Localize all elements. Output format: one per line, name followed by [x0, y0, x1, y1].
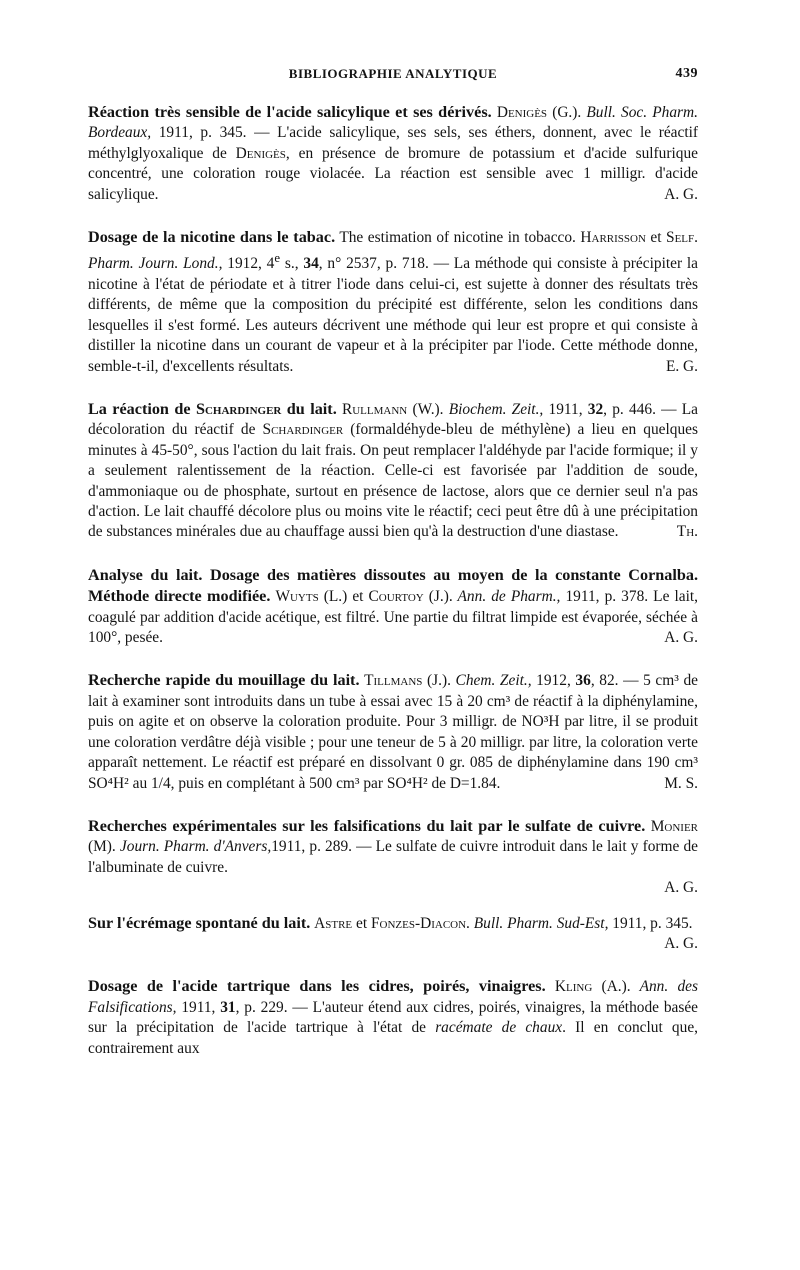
article-conjunction: et — [352, 914, 371, 932]
article-author-initials: (L.) et — [318, 588, 369, 606]
article-author: Harrisson — [580, 229, 646, 247]
article-journal: Ann. des Falsifications, — [88, 978, 698, 1016]
article-salicylique — [88, 102, 698, 205]
article-signature: A. G. — [664, 879, 698, 897]
article-author: Monier — [650, 817, 699, 835]
article-nicotine — [88, 227, 698, 377]
article-author-initials: (J.). — [422, 672, 451, 690]
article-author: Tillmans — [364, 672, 423, 690]
article-author: Rullmann — [341, 401, 408, 418]
article-body: 1911, p. 289. — Le sulfate de cuivre introduit dans le lait y forme de l'albuminate de cuivre. — [88, 838, 698, 876]
article-title: Dosage de l'acide tartrique dans les cidres, poirés, vinaigres. — [88, 977, 546, 996]
article-title: Recherches expérimentales sur les falsifications du lait par le sulfate de cuivre. — [88, 816, 646, 835]
article-acide-tartrique — [88, 976, 698, 1059]
journal-page — [88, 66, 698, 1059]
article-body: 1911, p. 378. Le lait, coagulé par addition d'acide acétique, est filtré. Une partie du filtrat limpide est évaporée, séchée à 100°, pesée. — [88, 588, 698, 647]
article-author-initials: (A.). — [592, 978, 631, 996]
article-title: Réaction très sensible de l'acide salicylique et ses dérivés. — [88, 103, 492, 121]
article-signature: A. G. — [664, 185, 698, 203]
article-signature: A. G. — [664, 629, 698, 647]
article-sulfate-cuivre — [88, 816, 698, 899]
running-header — [88, 66, 698, 90]
article-volume: 31 — [220, 998, 236, 1016]
article-reference: 1912, — [531, 672, 576, 690]
article-title: Sur l'écrémage spontané du lait. — [88, 913, 311, 932]
article-title-name: Schardinger — [195, 400, 282, 418]
article-title: La réaction de — [88, 400, 196, 418]
article-author-second-initials: (J.). — [423, 588, 453, 606]
article-author-second: Self. — [666, 229, 698, 247]
article-conjunction: et — [645, 229, 667, 247]
article-volume: 36 — [575, 672, 591, 690]
article-journal: Pharm. Journ. Lond., — [88, 255, 223, 273]
article-ecremage — [88, 913, 698, 955]
article-author: Wuyts — [275, 588, 319, 606]
article-title: Recherche rapide du mouillage du lait. — [88, 671, 360, 690]
article-author-cited: Schardinger — [262, 421, 344, 439]
article-reference: 1912, 4 — [222, 255, 275, 273]
article-author-initials: (M). — [88, 838, 116, 856]
article-signature: A. G. — [664, 934, 698, 952]
article-journal: Bull. Pharm. Sud-Est, — [469, 914, 609, 932]
article-title: Dosage de la nicotine dans le tabac. — [88, 228, 336, 247]
article-body: , p. 229. — L'auteur étend aux cidres, poirés, vinaigres, la méthode basée sur la précipitation de l'acide tartrique à l'état de — [88, 998, 698, 1037]
article-mouillage — [88, 670, 698, 793]
article-title-end: du lait. — [281, 400, 337, 418]
article-author: Kling — [554, 978, 593, 996]
article-journal: Bull. Soc. Pharm. Bordeaux, — [88, 104, 698, 142]
article-author-second: Fonzes-Diacon. — [370, 914, 470, 932]
article-author-cited: Denigès — [235, 144, 286, 162]
article-journal: Journ. Pharm. d'Anvers, — [115, 838, 272, 856]
article-body: , n° 2537, p. 718. — La méthode qui consiste à précipiter la nicotine à l'état de périodate et à titrer l'iode dans celui-ci, est sujette à donner des résultats très différents, de même que la composition du précipité est différente, selon les conditions dans lesquelles il s'est formé. Les auteurs décrivent une méthode qui leur est propre et qui consiste à distiller la nicotine dans un courant de vapeur et à la précipiter par l'iode. Cette méthode donne, semble-t-il, d'excellents résultats. — [88, 255, 698, 375]
article-analyse-lait — [88, 565, 698, 649]
article-body: (formaldéhyde-bleu de méthylène) a lieu en quelques minutes à 45-50°, sous l'action du lait frais. On peut remplacer l'aldéhyde par l'acide formique; il y a seulement ralentissement de la réaction. Celle-ci est favorisée par l'addition de soude, d'ammoniaque ou de phosphate, surtout en présence de lactose, alors que ce dernier seul n'a pas d'action. Le lait chauffé décolore plus ou moins vite le réactif; ceci peut être dû à une précipitation de substances minérales due au chauffage aussi bien qu'à la destruction d'une diastase. — [88, 421, 698, 541]
article-reference: 1911, — [176, 998, 221, 1016]
article-author: Denigès — [496, 104, 548, 121]
article-reference: 1911, — [543, 401, 588, 418]
page-number: 439 — [675, 66, 698, 81]
article-title: Analyse du lait. Dosage des matières dissoutes au moyen de la constante Cornalba. Méthode directe modifiée. — [88, 565, 698, 606]
article-volume: 32 — [587, 401, 604, 418]
article-author-initials: (W.). — [407, 401, 444, 418]
article-author-initials: (G.). — [547, 104, 582, 121]
article-journal: Ann. de Pharm., — [452, 588, 561, 606]
article-emphasis: racémate de chaux — [435, 1019, 563, 1037]
article-journal: Biochem. Zeit., — [443, 401, 544, 418]
article-series-sup: e — [274, 251, 281, 266]
article-reference-page: , p. 446. — La décoloration du réactif de — [88, 401, 698, 439]
article-journal: Chem. Zeit., — [450, 672, 532, 690]
article-volume: 34 — [303, 255, 319, 273]
article-body: , en présence de bromure de potassium et d'acide sulfurique concentré, une coloration rouge violacée. La réaction est sensible avec 1 milligr. d'acide salicylique. — [88, 144, 698, 203]
article-author-second: Courtoy — [368, 588, 424, 606]
article-signature: M. S. — [664, 774, 698, 792]
article-signature: Th. — [676, 523, 698, 541]
running-title: BIBLIOGRAPHIE ANALYTIQUE — [288, 66, 498, 81]
article-reference: 1911, p. 345. — L'acide salicylique, ses sels, ses éthers, donnent, avec le réactif méthylglyoxalique de — [88, 124, 698, 162]
article-body: 1911, p. 345. — [608, 914, 693, 932]
article-english-title: The estimation of nicotine in tobacco. — [335, 229, 581, 247]
article-body: , 82. — 5 cm³ de lait à examiner sont introduits dans un tube à essai avec 15 à 20 cm³ de réactif à la diphénylamine, puis on agite et on observe la coloration produite. Pour 3 milligr. de NO³H par litre, il se produit une coloration verdâtre déjà visible ; pour une teneur de 5 à 20 milligr. par litre, la coloration verte apparaît nettement. Le réactif est préparé en dissolvant 0 gr. 085 de diphénylamine dans 190 cm³ SO⁴H² au 1/4, puis en complétant à 500 cm³ par SO⁴H² de D=1.84. — [88, 672, 698, 792]
article-body-end: . Il en conclut que, contrairement aux — [88, 1019, 699, 1057]
article-reference-series: s., — [280, 255, 304, 273]
article-schardinger — [88, 399, 698, 543]
article-author: Astre — [314, 914, 353, 932]
article-signature: E. G. — [665, 357, 698, 375]
